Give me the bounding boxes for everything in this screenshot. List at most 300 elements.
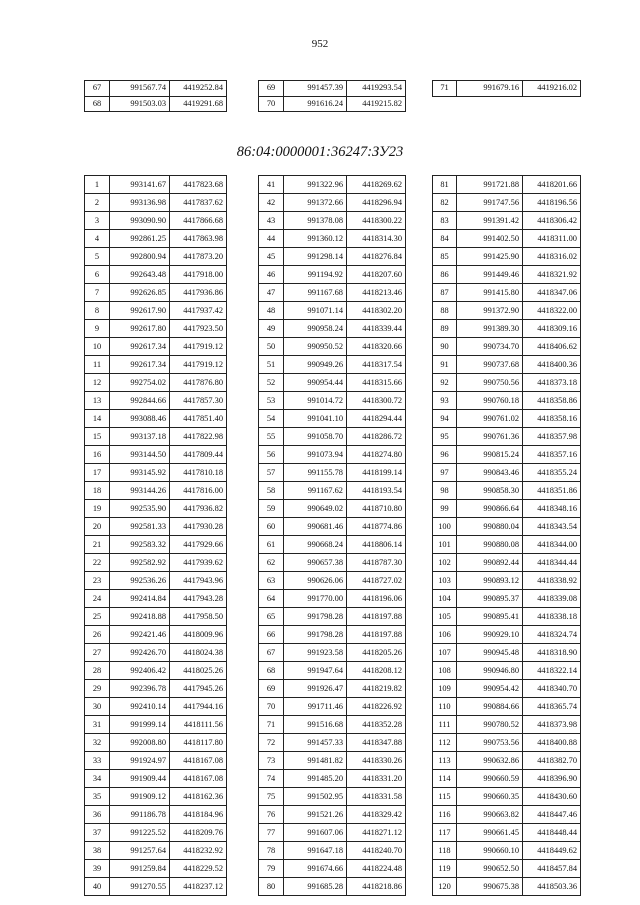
y-coordinate-cell: 4418306.42 — [523, 212, 581, 230]
table-row — [259, 374, 406, 392]
table-row — [85, 536, 227, 554]
y-coordinate-cell: 4418373.98 — [523, 716, 581, 734]
x-coordinate-cell: 991425.90 — [457, 248, 523, 266]
x-coordinate-cell: 990780.52 — [457, 716, 523, 734]
table-row — [85, 446, 227, 464]
table-row — [85, 500, 227, 518]
x-coordinate-cell: 992535.90 — [110, 500, 170, 518]
point-number-cell: 60 — [259, 518, 284, 536]
point-number-cell: 28 — [85, 662, 110, 680]
table-row — [433, 716, 581, 734]
point-number-cell: 79 — [259, 860, 284, 878]
y-coordinate-cell: 4418331.20 — [347, 770, 406, 788]
x-coordinate-cell: 992617.34 — [110, 338, 170, 356]
x-coordinate-cell: 991521.26 — [284, 806, 347, 824]
point-number-cell: 76 — [259, 806, 284, 824]
y-coordinate-cell: 4418322.00 — [523, 302, 581, 320]
x-coordinate-cell: 991607.06 — [284, 824, 347, 842]
y-coordinate-cell: 4418025.26 — [170, 662, 227, 680]
point-number-cell: 96 — [433, 446, 457, 464]
y-coordinate-cell: 4418340.70 — [523, 680, 581, 698]
x-coordinate-cell: 991721.88 — [457, 176, 523, 194]
y-coordinate-cell: 4419216.02 — [523, 81, 581, 97]
point-number-cell: 37 — [85, 824, 110, 842]
table-row — [85, 680, 227, 698]
point-number-cell: 71 — [259, 716, 284, 734]
table-row — [433, 392, 581, 410]
y-coordinate-cell: 4418787.30 — [347, 554, 406, 572]
point-number-cell: 81 — [433, 176, 457, 194]
x-coordinate-cell: 990946.80 — [457, 662, 523, 680]
x-coordinate-cell: 991257.64 — [110, 842, 170, 860]
table-row — [433, 698, 581, 716]
point-number-cell: 74 — [259, 770, 284, 788]
y-coordinate-cell: 4417873.20 — [170, 248, 227, 266]
y-coordinate-cell: 4419291.68 — [170, 96, 227, 112]
point-number-cell: 75 — [259, 788, 284, 806]
point-number-cell: 71 — [433, 81, 457, 97]
y-coordinate-cell: 4418351.86 — [523, 482, 581, 500]
point-number-cell: 18 — [85, 482, 110, 500]
table-row — [259, 338, 406, 356]
y-coordinate-cell: 4417823.68 — [170, 176, 227, 194]
y-coordinate-cell: 4418344.44 — [523, 554, 581, 572]
x-coordinate-cell: 992421.46 — [110, 626, 170, 644]
y-coordinate-cell: 4418358.16 — [523, 410, 581, 428]
table-row — [85, 662, 227, 680]
point-number-cell: 89 — [433, 320, 457, 338]
point-number-cell: 7 — [85, 284, 110, 302]
y-coordinate-cell: 4418348.16 — [523, 500, 581, 518]
y-coordinate-cell: 4417876.80 — [170, 374, 227, 392]
y-coordinate-cell: 4418339.08 — [523, 590, 581, 608]
x-coordinate-cell: 993144.26 — [110, 482, 170, 500]
point-number-cell: 85 — [433, 248, 457, 266]
table-row — [259, 356, 406, 374]
point-number-cell: 69 — [259, 680, 284, 698]
x-coordinate-cell: 990954.44 — [284, 374, 347, 392]
point-number-cell: 29 — [85, 680, 110, 698]
y-coordinate-cell: 4418347.88 — [347, 734, 406, 752]
point-number-cell: 32 — [85, 734, 110, 752]
x-coordinate-cell: 992418.88 — [110, 608, 170, 626]
y-coordinate-cell: 4418274.80 — [347, 446, 406, 464]
point-number-cell: 72 — [259, 734, 284, 752]
table-row — [433, 338, 581, 356]
x-coordinate-cell: 990892.44 — [457, 554, 523, 572]
y-coordinate-cell: 4417822.98 — [170, 428, 227, 446]
point-number-cell: 103 — [433, 572, 457, 590]
x-coordinate-cell: 990661.45 — [457, 824, 523, 842]
point-number-cell: 47 — [259, 284, 284, 302]
table-row — [85, 842, 227, 860]
point-number-cell: 51 — [259, 356, 284, 374]
y-coordinate-cell: 4418167.08 — [170, 770, 227, 788]
y-coordinate-cell: 4418218.86 — [347, 878, 406, 896]
table-row — [433, 410, 581, 428]
point-number-cell: 13 — [85, 392, 110, 410]
point-number-cell: 9 — [85, 320, 110, 338]
table-row — [85, 248, 227, 266]
y-coordinate-cell: 4418229.52 — [170, 860, 227, 878]
table-row — [433, 608, 581, 626]
table-row — [259, 284, 406, 302]
x-coordinate-cell: 991999.14 — [110, 716, 170, 734]
y-coordinate-cell: 4418271.12 — [347, 824, 406, 842]
x-coordinate-cell: 992396.78 — [110, 680, 170, 698]
y-coordinate-cell: 4418314.30 — [347, 230, 406, 248]
table-row — [85, 374, 227, 392]
x-coordinate-cell: 991616.24 — [284, 96, 347, 112]
table-row — [85, 716, 227, 734]
top-coordinates-table-1 — [84, 80, 227, 112]
table-row — [259, 716, 406, 734]
table-row — [85, 176, 227, 194]
point-number-cell: 26 — [85, 626, 110, 644]
x-coordinate-cell: 991372.66 — [284, 194, 347, 212]
x-coordinate-cell: 992414.84 — [110, 590, 170, 608]
table-row — [259, 518, 406, 536]
point-number-cell: 16 — [85, 446, 110, 464]
y-coordinate-cell: 4417816.00 — [170, 482, 227, 500]
y-coordinate-cell: 4418330.26 — [347, 752, 406, 770]
x-coordinate-cell: 991389.30 — [457, 320, 523, 338]
point-number-cell: 64 — [259, 590, 284, 608]
y-coordinate-cell: 4417939.62 — [170, 554, 227, 572]
point-number-cell: 119 — [433, 860, 457, 878]
x-coordinate-cell: 990652.50 — [457, 860, 523, 878]
x-coordinate-cell: 991923.58 — [284, 644, 347, 662]
y-coordinate-cell: 4418205.26 — [347, 644, 406, 662]
point-number-cell: 30 — [85, 698, 110, 716]
x-coordinate-cell: 990761.02 — [457, 410, 523, 428]
point-number-cell: 65 — [259, 608, 284, 626]
x-coordinate-cell: 990660.35 — [457, 788, 523, 806]
table-row — [259, 266, 406, 284]
point-number-cell: 11 — [85, 356, 110, 374]
point-number-cell: 36 — [85, 806, 110, 824]
x-coordinate-cell: 991259.84 — [110, 860, 170, 878]
table-row — [259, 392, 406, 410]
point-number-cell: 101 — [433, 536, 457, 554]
table-row — [259, 860, 406, 878]
y-coordinate-cell: 4417958.50 — [170, 608, 227, 626]
table-row — [85, 626, 227, 644]
point-number-cell: 116 — [433, 806, 457, 824]
y-coordinate-cell: 4418322.14 — [523, 662, 581, 680]
x-coordinate-cell: 993137.18 — [110, 428, 170, 446]
table-row — [259, 500, 406, 518]
y-coordinate-cell: 4418710.80 — [347, 500, 406, 518]
x-coordinate-cell: 992008.80 — [110, 734, 170, 752]
x-coordinate-cell: 993144.50 — [110, 446, 170, 464]
x-coordinate-cell: 991502.95 — [284, 788, 347, 806]
y-coordinate-cell: 4418400.88 — [523, 734, 581, 752]
x-coordinate-cell: 990954.42 — [457, 680, 523, 698]
x-coordinate-cell: 991014.72 — [284, 392, 347, 410]
y-coordinate-cell: 4418024.38 — [170, 644, 227, 662]
table-row — [85, 788, 227, 806]
table-row — [259, 320, 406, 338]
x-coordinate-cell: 990660.10 — [457, 842, 523, 860]
point-number-cell: 93 — [433, 392, 457, 410]
x-coordinate-cell: 991073.94 — [284, 446, 347, 464]
table-row — [259, 608, 406, 626]
point-number-cell: 63 — [259, 572, 284, 590]
table-row — [259, 302, 406, 320]
point-number-cell: 23 — [85, 572, 110, 590]
table-row — [85, 824, 227, 842]
y-coordinate-cell: 4419293.54 — [347, 81, 406, 97]
point-number-cell: 6 — [85, 266, 110, 284]
x-coordinate-cell: 990895.37 — [457, 590, 523, 608]
x-coordinate-cell: 992861.25 — [110, 230, 170, 248]
table-row — [259, 788, 406, 806]
point-number-cell: 114 — [433, 770, 457, 788]
table-row — [433, 482, 581, 500]
table-row — [259, 446, 406, 464]
point-number-cell: 17 — [85, 464, 110, 482]
point-number-cell: 62 — [259, 554, 284, 572]
table-row — [433, 320, 581, 338]
y-coordinate-cell: 4418396.90 — [523, 770, 581, 788]
y-coordinate-cell: 4417936.82 — [170, 500, 227, 518]
point-number-cell: 111 — [433, 716, 457, 734]
table-row — [259, 428, 406, 446]
x-coordinate-cell: 990657.38 — [284, 554, 347, 572]
y-coordinate-cell: 4418448.44 — [523, 824, 581, 842]
point-number-cell: 20 — [85, 518, 110, 536]
x-coordinate-cell: 993088.46 — [110, 410, 170, 428]
table-row — [433, 464, 581, 482]
table-row — [433, 806, 581, 824]
x-coordinate-cell: 992643.48 — [110, 266, 170, 284]
y-coordinate-cell: 4418226.92 — [347, 698, 406, 716]
coordinates-table-3 — [432, 175, 581, 896]
table-row — [433, 572, 581, 590]
x-coordinate-cell: 992582.92 — [110, 554, 170, 572]
point-number-cell: 34 — [85, 770, 110, 788]
x-coordinate-cell: 990660.59 — [457, 770, 523, 788]
x-coordinate-cell: 991167.62 — [284, 482, 347, 500]
point-number-cell: 97 — [433, 464, 457, 482]
table-row — [85, 96, 227, 112]
table-row — [85, 464, 227, 482]
y-coordinate-cell: 4419252.84 — [170, 81, 227, 97]
y-coordinate-cell: 4418193.54 — [347, 482, 406, 500]
x-coordinate-cell: 991909.44 — [110, 770, 170, 788]
y-coordinate-cell: 4417937.42 — [170, 302, 227, 320]
point-number-cell: 19 — [85, 500, 110, 518]
x-coordinate-cell: 990753.56 — [457, 734, 523, 752]
x-coordinate-cell: 991378.08 — [284, 212, 347, 230]
x-coordinate-cell: 991747.56 — [457, 194, 523, 212]
x-coordinate-cell: 991770.00 — [284, 590, 347, 608]
table-row — [259, 680, 406, 698]
point-number-cell: 14 — [85, 410, 110, 428]
x-coordinate-cell: 991322.96 — [284, 176, 347, 194]
x-coordinate-cell: 991402.50 — [457, 230, 523, 248]
table-row — [259, 554, 406, 572]
y-coordinate-cell: 4418357.16 — [523, 446, 581, 464]
x-coordinate-cell: 991457.33 — [284, 734, 347, 752]
y-coordinate-cell: 4418117.80 — [170, 734, 227, 752]
point-number-cell: 110 — [433, 698, 457, 716]
point-number-cell: 55 — [259, 428, 284, 446]
point-number-cell: 39 — [85, 860, 110, 878]
x-coordinate-cell: 991798.28 — [284, 626, 347, 644]
table-row — [85, 266, 227, 284]
point-number-cell: 27 — [85, 644, 110, 662]
point-number-cell: 88 — [433, 302, 457, 320]
table-row — [433, 824, 581, 842]
y-coordinate-cell: 4417943.28 — [170, 590, 227, 608]
table-row — [259, 81, 406, 97]
y-coordinate-cell: 4418806.14 — [347, 536, 406, 554]
x-coordinate-cell: 991167.68 — [284, 284, 347, 302]
y-coordinate-cell: 4419215.82 — [347, 96, 406, 112]
point-number-cell: 38 — [85, 842, 110, 860]
x-coordinate-cell: 990866.64 — [457, 500, 523, 518]
y-coordinate-cell: 4418406.62 — [523, 338, 581, 356]
y-coordinate-cell: 4418317.54 — [347, 356, 406, 374]
table-row — [433, 284, 581, 302]
x-coordinate-cell: 990815.24 — [457, 446, 523, 464]
x-coordinate-cell: 990750.56 — [457, 374, 523, 392]
point-number-cell: 54 — [259, 410, 284, 428]
x-coordinate-cell: 991391.42 — [457, 212, 523, 230]
page-number: 952 — [311, 38, 329, 50]
x-coordinate-cell: 992426.70 — [110, 644, 170, 662]
x-coordinate-cell: 991457.39 — [284, 81, 347, 97]
y-coordinate-cell: 4418355.24 — [523, 464, 581, 482]
y-coordinate-cell: 4418201.66 — [523, 176, 581, 194]
y-coordinate-cell: 4418294.44 — [347, 410, 406, 428]
table-row — [433, 374, 581, 392]
x-coordinate-cell: 990681.46 — [284, 518, 347, 536]
table-row — [259, 194, 406, 212]
x-coordinate-cell: 990880.08 — [457, 536, 523, 554]
point-number-cell: 21 — [85, 536, 110, 554]
x-coordinate-cell: 991270.55 — [110, 878, 170, 896]
y-coordinate-cell: 4418430.60 — [523, 788, 581, 806]
table-row — [85, 356, 227, 374]
y-coordinate-cell: 4418365.74 — [523, 698, 581, 716]
point-number-cell: 107 — [433, 644, 457, 662]
table-row — [85, 320, 227, 338]
table-row — [259, 230, 406, 248]
table-row — [85, 770, 227, 788]
x-coordinate-cell: 990734.70 — [457, 338, 523, 356]
x-coordinate-cell: 991449.46 — [457, 266, 523, 284]
x-coordinate-cell: 991481.82 — [284, 752, 347, 770]
y-coordinate-cell: 4418357.98 — [523, 428, 581, 446]
point-number-cell: 40 — [85, 878, 110, 896]
top-coordinates-table-2 — [258, 80, 406, 112]
point-number-cell: 70 — [259, 96, 284, 112]
table-row — [433, 194, 581, 212]
y-coordinate-cell: 4417936.86 — [170, 284, 227, 302]
point-number-cell: 98 — [433, 482, 457, 500]
y-coordinate-cell: 4418321.92 — [523, 266, 581, 284]
table-row — [85, 878, 227, 896]
y-coordinate-cell: 4417810.18 — [170, 464, 227, 482]
point-number-cell: 90 — [433, 338, 457, 356]
point-number-cell: 61 — [259, 536, 284, 554]
x-coordinate-cell: 991679.16 — [457, 81, 523, 97]
y-coordinate-cell: 4418320.66 — [347, 338, 406, 356]
point-number-cell: 87 — [433, 284, 457, 302]
x-coordinate-cell: 990858.30 — [457, 482, 523, 500]
x-coordinate-cell: 991516.68 — [284, 716, 347, 734]
point-number-cell: 5 — [85, 248, 110, 266]
y-coordinate-cell: 4417837.62 — [170, 194, 227, 212]
x-coordinate-cell: 991685.28 — [284, 878, 347, 896]
y-coordinate-cell: 4417863.98 — [170, 230, 227, 248]
y-coordinate-cell: 4417929.66 — [170, 536, 227, 554]
point-number-cell: 1 — [85, 176, 110, 194]
table-row — [433, 500, 581, 518]
y-coordinate-cell: 4418316.02 — [523, 248, 581, 266]
point-number-cell: 115 — [433, 788, 457, 806]
table-row — [433, 842, 581, 860]
y-coordinate-cell: 4418184.96 — [170, 806, 227, 824]
point-number-cell: 91 — [433, 356, 457, 374]
point-number-cell: 42 — [259, 194, 284, 212]
x-coordinate-cell: 993145.92 — [110, 464, 170, 482]
y-coordinate-cell: 4418199.14 — [347, 464, 406, 482]
point-number-cell: 78 — [259, 842, 284, 860]
table-row — [259, 734, 406, 752]
x-coordinate-cell: 991298.14 — [284, 248, 347, 266]
point-number-cell: 100 — [433, 518, 457, 536]
table-row — [259, 644, 406, 662]
top-coordinates-table-3 — [432, 80, 581, 97]
y-coordinate-cell: 4418331.58 — [347, 788, 406, 806]
y-coordinate-cell: 4418373.18 — [523, 374, 581, 392]
x-coordinate-cell: 991647.18 — [284, 842, 347, 860]
table-row — [433, 626, 581, 644]
y-coordinate-cell: 4418209.76 — [170, 824, 227, 842]
table-row — [433, 302, 581, 320]
y-coordinate-cell: 4418300.22 — [347, 212, 406, 230]
y-coordinate-cell: 4418774.86 — [347, 518, 406, 536]
point-number-cell: 118 — [433, 842, 457, 860]
table-row — [85, 194, 227, 212]
x-coordinate-cell: 991798.28 — [284, 608, 347, 626]
y-coordinate-cell: 4417809.44 — [170, 446, 227, 464]
point-number-cell: 43 — [259, 212, 284, 230]
table-row — [85, 734, 227, 752]
table-row — [85, 554, 227, 572]
y-coordinate-cell: 4418382.70 — [523, 752, 581, 770]
table-row — [259, 212, 406, 230]
point-number-cell: 68 — [259, 662, 284, 680]
y-coordinate-cell: 4418338.18 — [523, 608, 581, 626]
table-row — [433, 644, 581, 662]
y-coordinate-cell: 4418329.42 — [347, 806, 406, 824]
point-number-cell: 12 — [85, 374, 110, 392]
y-coordinate-cell: 4418207.60 — [347, 266, 406, 284]
y-coordinate-cell: 4418269.62 — [347, 176, 406, 194]
point-number-cell: 102 — [433, 554, 457, 572]
y-coordinate-cell: 4418727.02 — [347, 572, 406, 590]
table-row — [433, 518, 581, 536]
table-row — [259, 824, 406, 842]
y-coordinate-cell: 4417919.12 — [170, 356, 227, 374]
y-coordinate-cell: 4418311.00 — [523, 230, 581, 248]
y-coordinate-cell: 4417851.40 — [170, 410, 227, 428]
